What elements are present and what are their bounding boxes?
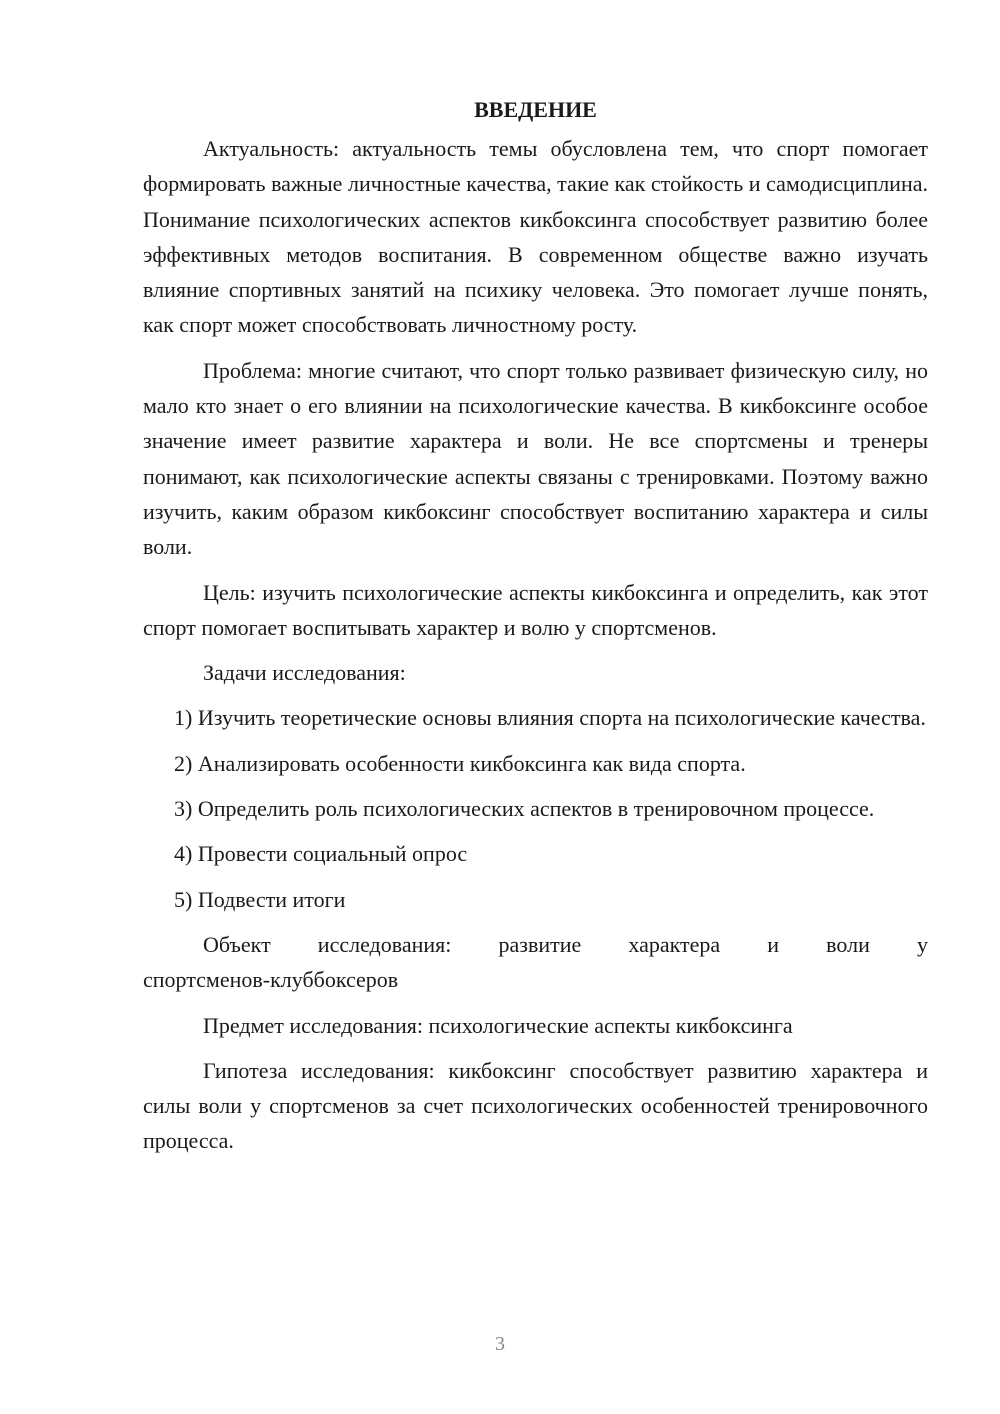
paragraph-object [143, 927, 928, 998]
task-item-5: 5) Подвести итоги [174, 886, 346, 912]
page-number: 3 [495, 1333, 505, 1355]
paragraph-subject: Предмет исследования: психологические аспекты кикбоксинга [203, 1012, 793, 1038]
object-line-1: Объект исследования: развитие характера и воли у [203, 931, 928, 957]
paragraph-hypothesis: Гипотеза исследования: кикбоксинг способствует развитию характера и силы воли у спортсменов за счет психологических особенностей тренировочного процесса. [143, 1057, 928, 1154]
task-item-3: 3) Определить роль психологических аспектов в тренировочном процессе. [174, 796, 875, 822]
paragraph-relevance: Актуальность: актуальность темы обусловлена тем, что спорт помогает формировать важные личностные качества, такие как стойкость и самодисциплина. Понимание психологических аспектов кикбоксинга способствует развитию более эффективных методов воспитания. В современном обществе важно изучать влияние спортивных занятий на психику человека. Это помогает лучше понять, как спорт может способствовать личностному росту. [143, 136, 928, 338]
task-item-4: 4) Провести социальный опрос [174, 841, 468, 867]
task-item-1: 1) Изучить теоретические основы влияния спорта на психологические качества. [174, 705, 926, 731]
document-page [143, 92, 928, 1169]
paragraph-goal: Цель: изучить психологические аспекты кикбоксинга и определить, как этот спорт помогает воспитывать характер и волю у спортсменов. [143, 579, 928, 640]
task-item-2: 2) Анализировать особенности кикбоксинга как вида спорта. [174, 750, 746, 776]
paragraph-problem: Проблема: многие считают, что спорт только развивает физическую силу, но мало кто знает о его влиянии на психологические качества. В кикбоксинге особое значение имеет развитие характера и воли. Не все спортсмены и тренеры понимают, как психологические аспекты связаны с тренировками. Поэтому важно изучить, каким образом кикбоксинг способствует воспитанию характера и силы воли. [143, 357, 928, 560]
section-title: ВВЕДЕНИЕ [474, 97, 597, 122]
object-line-2: спортсменов-клуббоксеров [143, 967, 399, 993]
paragraph-tasks-heading: Задачи исследования: [203, 660, 406, 686]
